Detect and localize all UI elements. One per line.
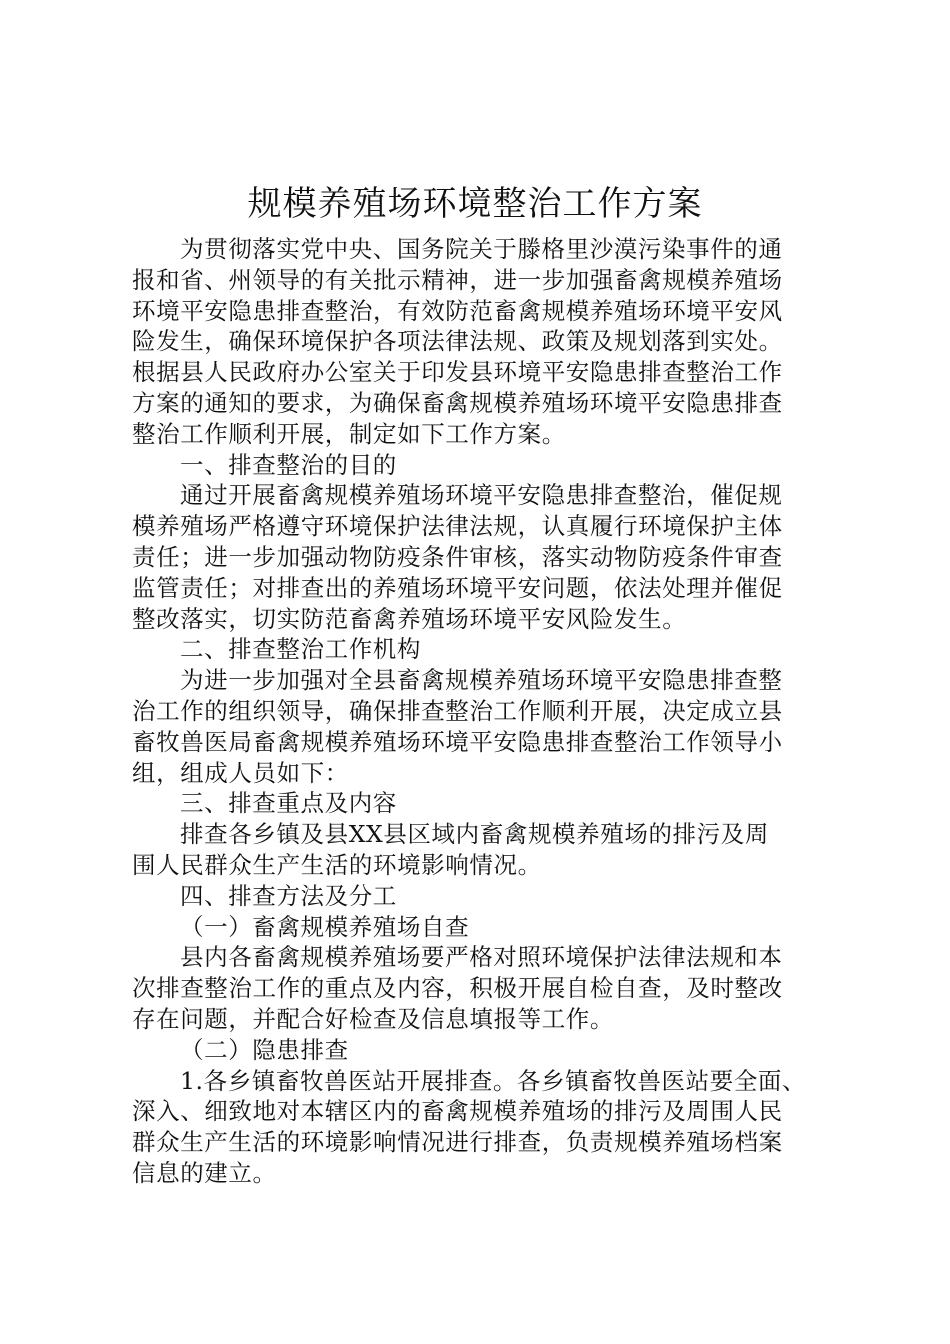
body-line: 1.各乡镇畜牧兽医站开展排查。各乡镇畜牧兽医站要全面、	[180, 1066, 807, 1095]
document-title: 规模养殖场环境整治工作方案	[247, 184, 703, 224]
body-line: 组，组成人员如下：	[132, 758, 349, 787]
body-line: 整治工作顺利开展，制定如下工作方案。	[132, 419, 566, 448]
body-line: 围人民群众生产生活的环境影响情况。	[132, 850, 542, 879]
body-line: 群众生产生活的环境影响情况进行排查，负责规模养殖场档案	[132, 1128, 783, 1157]
body-line: 畜牧兽医局畜禽规模养殖场环境平安隐患排查整治工作领导小	[132, 727, 783, 756]
body-line: 次排查整治工作的重点及内容，积极开展自检自查，及时整改	[132, 974, 783, 1003]
body-line: 环境平安隐患排查整治，有效防范畜禽规模养殖场环境平安风	[132, 296, 783, 325]
body-line: 存在问题，并配合好检查及信息填报等工作。	[132, 1004, 614, 1033]
body-line: 治工作的组织领导，确保排查整治工作顺利开展，决定成立县	[132, 696, 783, 725]
body-line: 方案的通知的要求，为确保畜禽规模养殖场环境平安隐患排查	[132, 388, 783, 417]
body-line: 深入、细致地对本辖区内的畜禽规模养殖场的排污及周围人民	[132, 1097, 783, 1126]
body-line: 一、排查整治的目的	[180, 450, 397, 479]
body-line: 排查各乡镇及县XX县区域内畜禽规模养殖场的排污及周	[180, 820, 769, 849]
body-line: 责任；进一步加强动物防疫条件审核，落实动物防疫条件审查	[132, 542, 783, 571]
body-line: 通过开展畜禽规模养殖场环境平安隐患排查整治，催促规	[180, 481, 783, 510]
body-line: 根据县人民政府办公室关于印发县环境平安隐患排查整治工作	[132, 358, 783, 387]
body-line: 险发生，确保环境保护各项法律法规、政策及规划落到实处。	[132, 327, 783, 356]
body-line: 监管责任；对排查出的养殖场环境平安问题，依法处理并催促	[132, 573, 783, 602]
body-line: 三、排查重点及内容	[180, 789, 397, 818]
body-line: 整改落实，切实防范畜禽养殖场环境平安风险发生。	[132, 604, 687, 633]
body-line: 四、排查方法及分工	[180, 881, 397, 910]
body-line: 为进一步加强对全县畜禽规模养殖场环境平安隐患排查整	[180, 666, 783, 695]
body-line: 二、排查整治工作机构	[180, 635, 421, 664]
body-line: 模养殖场严格遵守环境保护法律法规，认真履行环境保护主体	[132, 512, 783, 541]
body-line: 县内各畜禽规模养殖场要严格对照环境保护法律法规和本	[180, 943, 783, 972]
body-line: 为贯彻落实党中央、国务院关于滕格里沙漠污染事件的通	[180, 235, 783, 263]
document-body	[132, 234, 832, 1189]
body-line: 报和省、州领导的有关批示精神，进一步加强畜禽规模养殖场	[132, 265, 783, 294]
body-line: 信息的建立。	[132, 1158, 277, 1187]
body-line: （二）隐患排查	[180, 1035, 349, 1064]
body-line: （一）畜禽规模养殖场自查	[180, 912, 470, 941]
